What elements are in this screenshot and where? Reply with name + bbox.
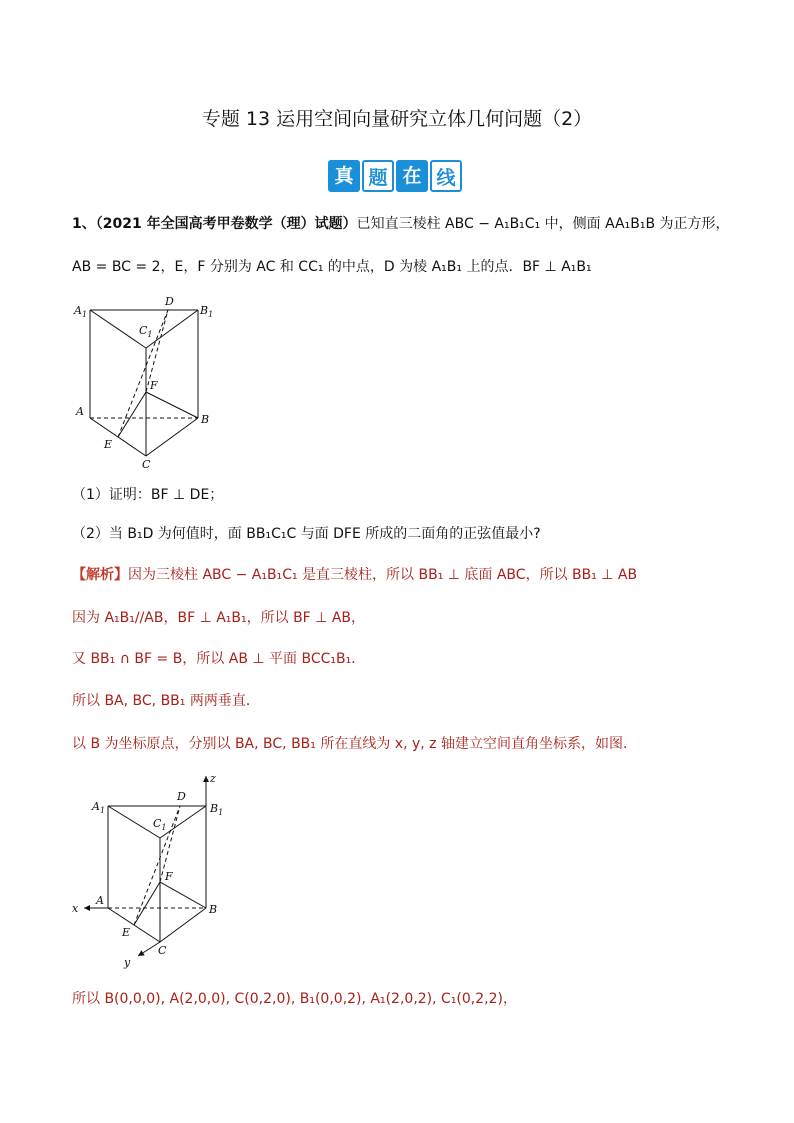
axis-label-y: y: [124, 956, 131, 969]
problem-line-1: [72, 213, 730, 233]
badge-char-3: 在: [396, 160, 428, 192]
solution-line-3: 又 BB₁ ∩ BF = B，所以 AB ⊥ 平面 BCC₁B₁．: [72, 651, 366, 667]
label-D: D: [165, 295, 174, 308]
axis-label-x: x: [72, 902, 79, 915]
label-B: B: [209, 903, 218, 916]
label-B: B: [201, 413, 210, 426]
badge-char-2: 题: [362, 160, 394, 192]
badge-char-1: 真: [328, 160, 360, 192]
label-A1: $A_1$: [92, 800, 106, 815]
solution-line-6: 所以 B(0,0,0), A(2,0,0), C(0,2,0), B₁(0,0,2), A₁(2,0,2), C₁(0,2,2)，: [72, 991, 517, 1007]
problem-line-2: AB = BC = 2，E，F 分别为 AC 和 CC₁ 的中点，D 为棱 A₁B₁ 上的点．BF ⊥ A₁B₁: [72, 259, 592, 275]
label-E: E: [122, 926, 131, 939]
problem-number: 1、: [72, 216, 96, 232]
solution-line-4: 所以 BA, BC, BB₁ 两两垂直．: [72, 693, 260, 709]
label-C: C: [158, 944, 167, 957]
solution-line-1: [72, 564, 637, 584]
problem-source: （2021 年全国高考甲卷数学（理）试题）: [95, 216, 357, 232]
label-F: F: [150, 379, 158, 392]
label-C1: $C_1$: [139, 324, 153, 339]
solution-tag: 【解析】: [72, 567, 128, 583]
solution-line-2: 因为 A₁B₁//AB，BF ⊥ A₁B₁，所以 BF ⊥ AB，: [72, 610, 366, 626]
page-title: 专题 13 运用空间向量研究立体几何问题（2）: [201, 108, 593, 130]
question-1: （1）证明：BF ⊥ DE；: [72, 487, 224, 503]
solution-text-1: 因为三棱柱 ABC − A₁B₁C₁ 是直三棱柱，所以 BB₁ ⊥ 底面 ABC，所以 BB₁ ⊥ AB: [128, 567, 638, 583]
problem-text-1: 已知直三棱柱 ABC − A₁B₁C₁ 中，侧面 AA₁B₁B 为正方形，: [356, 216, 730, 232]
prism-figure-2: [68, 770, 238, 970]
label-C1: $C_1$: [153, 817, 167, 832]
question-2: （2）当 B₁D 为何值时，面 BB₁C₁C 与面 DFE 所成的二面角的正弦值最小?: [72, 526, 541, 542]
label-D: D: [177, 790, 186, 803]
prism-figure-1: [70, 292, 230, 472]
label-C: C: [142, 458, 151, 471]
label-A: A: [96, 894, 104, 907]
badge-char-4: 线: [430, 160, 462, 192]
label-F: F: [165, 870, 173, 883]
section-badge: [328, 160, 462, 192]
label-A1: $A_1$: [74, 304, 88, 319]
label-B1: $B_1$: [200, 304, 214, 319]
axis-label-z: z: [210, 772, 216, 785]
label-E: E: [104, 438, 113, 451]
label-B1: $B_1$: [210, 802, 224, 817]
label-A: A: [76, 405, 84, 418]
solution-line-5: 以 B 为坐标原点，分别以 BA, BC, BB₁ 所在直线为 x, y, z 轴建立空间直角坐标系，如图．: [72, 736, 637, 752]
